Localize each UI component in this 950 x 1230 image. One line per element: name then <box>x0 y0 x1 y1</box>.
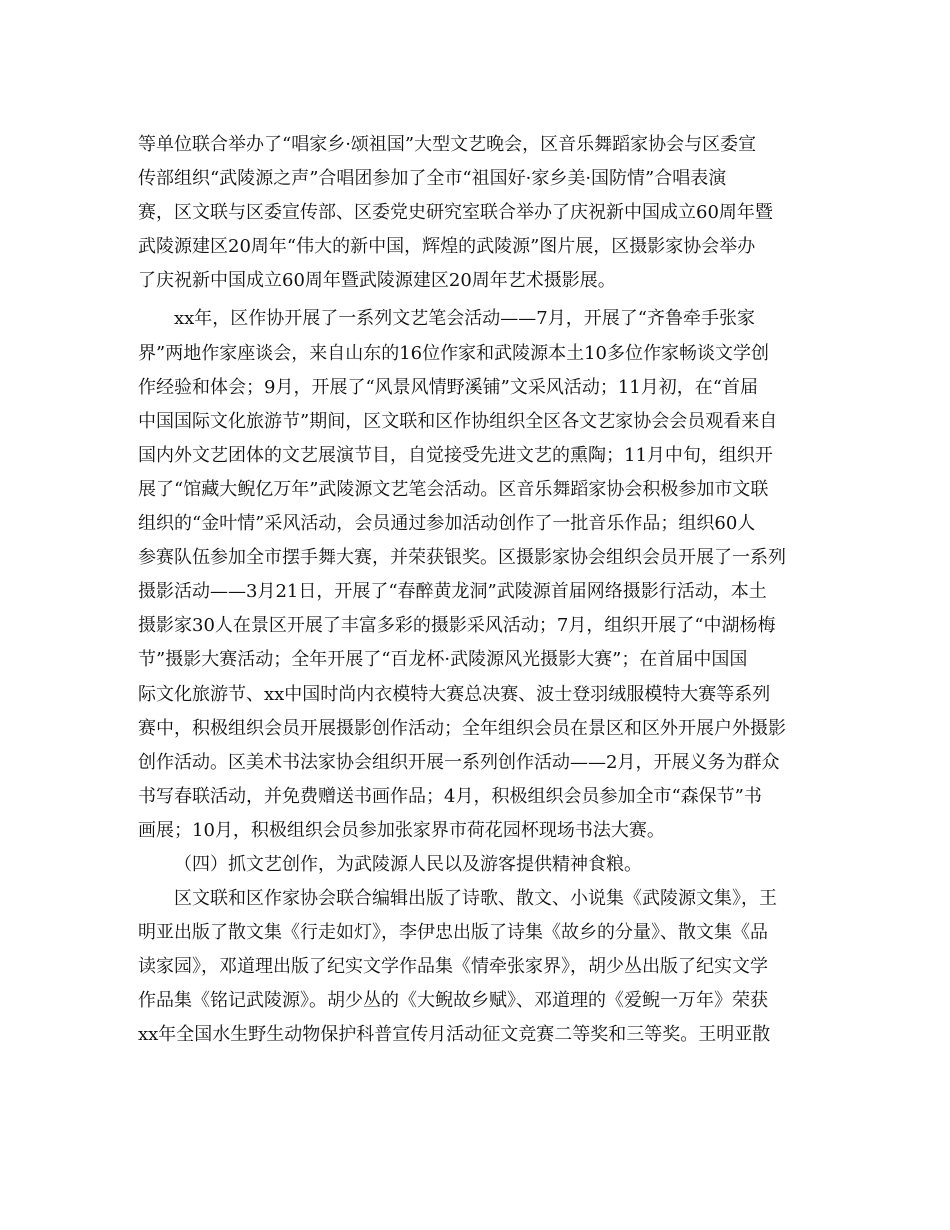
text-line-15: 摄影家30人在景区开展了丰富多彩的摄影采风活动；7月，组织开展了“中湖杨梅 <box>138 615 776 637</box>
paragraph-start-line: xx年，区作协开展了一系列文艺笔会活动——7月，开展了“齐鲁牵手张家 <box>174 308 755 330</box>
text-line-14: 摄影活动——3月21日，开展了“春醉黄龙洞”武陵源首届网络摄影行活动，本土 <box>138 581 767 603</box>
text-line-2: 传部组织“武陵源之声”合唱团参加了全市“祖国好·家乡美·国防情”合唱表演 <box>138 168 727 190</box>
text-line-11: 展了“馆藏大鲵亿万年”武陵源文艺笔会活动。区音乐舞蹈家协会积极参加市文联 <box>138 478 769 500</box>
document-body <box>138 128 818 1053</box>
text-line-24: 明亚出版了散文集《行走如灯》，李伊忠出版了诗集《故乡的分量》、散文集《品 <box>138 922 768 944</box>
text-line-19: 创作活动。区美术书法家协会组织开展一系列创作活动——2月，开展义务为群众 <box>138 751 780 773</box>
text-line-13: 参赛队伍参加全市摆手舞大赛，并荣获银奖。区摄影家协会组织会员开展了一系列 <box>138 547 786 569</box>
text-line-18: 赛中，积极组织会员开展摄影创作活动；全年组织会员在景区和区外开展户外摄影 <box>138 717 786 739</box>
text-line-7: 界”两地作家座谈会，来自山东的16位作家和武陵源本土10多位作家畅谈文学创 <box>138 342 770 364</box>
text-line-10: 国内外文艺团体的文艺展演节目，自觉接受先进文艺的熏陶；11月中旬，组织开 <box>138 444 773 466</box>
text-line-4: 武陵源建区20周年“伟大的新中国，辉煌的武陵源”图片展，区摄影家协会举办 <box>138 236 756 258</box>
text-line-1: 等单位联合举办了“唱家乡·颂祖国”大型文艺晚会，区音乐舞蹈家协会与区委宣 <box>138 134 757 155</box>
text-line-16: 节”摄影大赛活动；全年开展了“百龙杯·武陵源风光摄影大赛”；在首届中国国 <box>138 649 748 671</box>
text-line-5: 了庆祝新中国成立60周年暨武陵源建区20周年艺术摄影展。 <box>138 270 616 292</box>
text-line-20: 书写春联活动，并免费赠送书画作品；4月，积极组织会员参加全市“森保节”书 <box>138 785 762 807</box>
text-line-27: xx年全国水生野生动物保护科普宣传月活动征文竞赛二等奖和三等奖。王明亚散 <box>138 1024 771 1046</box>
text-line-25: 读家园》，邓道理出版了纪实文学作品集《情牵张家界》，胡少丛出版了纪实文学 <box>138 956 768 978</box>
text-line-12: 组织的“金叶情”采风活动，会员通过参加活动创作了一批音乐作品；组织60人 <box>138 513 756 535</box>
paragraph-start-line: 区文联和区作家协会联合编辑出版了诗歌、散文、小说集《武陵源文集》，王 <box>174 888 777 910</box>
text-line-17: 际文化旅游节、xx中国时尚内衣模特大赛总决赛、波士登羽绒服模特大赛等系列 <box>138 683 771 705</box>
text-line-8: 作经验和体会；9月，开展了“风景风情野溪铺”文采风活动；11月初，在“首届 <box>138 376 758 398</box>
text-line-9: 中国国际文化旅游节”期间，区文联和区作协组织全区各文艺家协会会员观看来自 <box>138 410 778 432</box>
text-line-3: 赛，区文联与区委宣传部、区委党史研究室联合举办了庆祝新中国成立60周年暨 <box>138 202 773 224</box>
text-line-21: 画展；10月，积极组织会员参加张家界市荷花园杯现场书法大赛。 <box>138 819 665 841</box>
text-line-26: 作品集《铭记武陵源》。胡少丛的《大鲵故乡赋》、邓道理的《爱鲵一万年》荣获 <box>138 990 768 1012</box>
section-heading-line: （四）抓文艺创作，为武陵源人民以及游客提供精神食粮。 <box>174 853 642 875</box>
